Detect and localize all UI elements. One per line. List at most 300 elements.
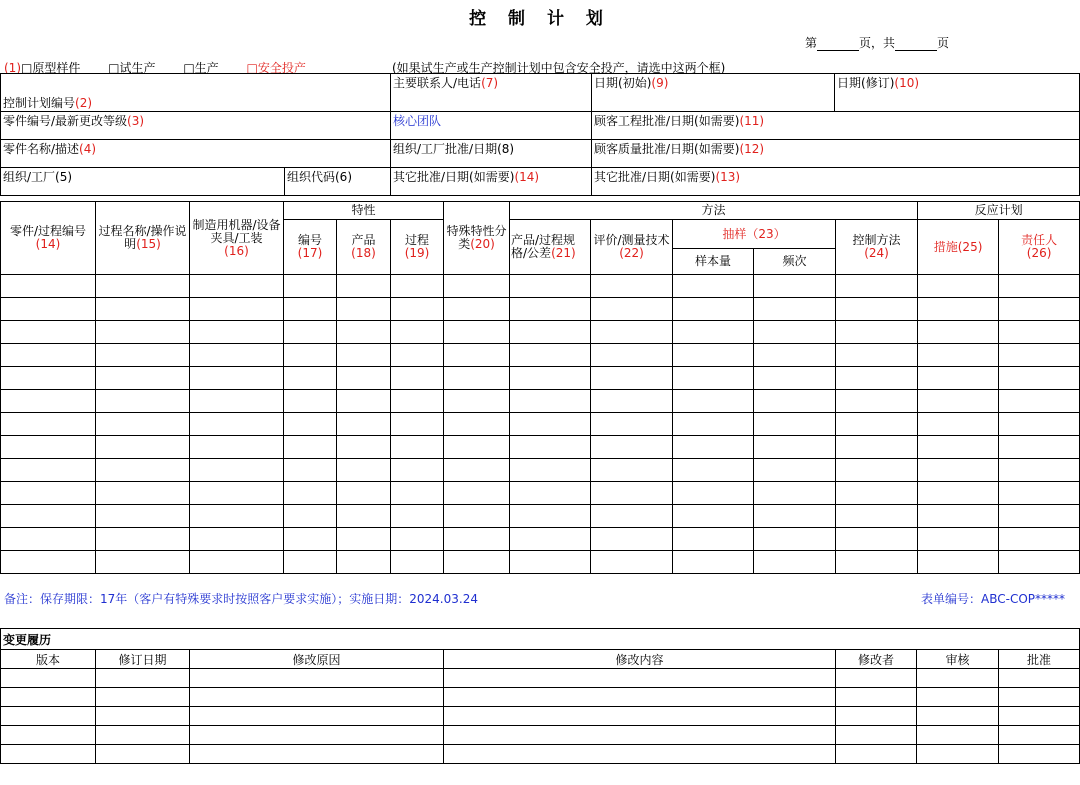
col-measures <box>918 220 999 275</box>
table-cell[interactable] <box>190 482 284 505</box>
table-cell[interactable] <box>190 436 284 459</box>
table-cell[interactable] <box>999 367 1080 390</box>
table-cell[interactable] <box>284 321 337 344</box>
hist-col-reviewer: 审核 <box>917 650 999 669</box>
table-cell[interactable] <box>510 275 591 298</box>
table-cell[interactable] <box>1 528 96 551</box>
checkbox-prototype[interactable]: □原型样件 <box>21 61 81 75</box>
history-cell[interactable] <box>917 669 999 688</box>
col-sample-label: 抽样（23） <box>722 226 786 241</box>
table-cell[interactable] <box>391 344 444 367</box>
table-cell[interactable] <box>836 413 918 436</box>
table-cell[interactable] <box>754 298 836 321</box>
col-process-name-label: 过程名称/操作说明 <box>98 224 187 251</box>
table-cell[interactable] <box>673 298 754 321</box>
cust-eng-field[interactable] <box>592 112 1080 140</box>
table-cell[interactable] <box>190 390 284 413</box>
history-cell[interactable] <box>96 745 190 764</box>
table-cell[interactable] <box>918 505 999 528</box>
table-cell[interactable] <box>1 551 96 574</box>
table-cell[interactable] <box>391 367 444 390</box>
table-cell[interactable] <box>754 367 836 390</box>
other-approval1-label: 其它批准/日期(如需要) <box>393 170 515 184</box>
table-cell[interactable] <box>284 459 337 482</box>
table-cell[interactable] <box>284 390 337 413</box>
history-cell[interactable] <box>190 669 444 688</box>
table-cell[interactable] <box>836 505 918 528</box>
page-prefix: 第 <box>805 36 818 50</box>
table-cell[interactable] <box>284 298 337 321</box>
history-cell[interactable] <box>917 726 999 745</box>
col-frequency-label: 频次 <box>782 254 807 268</box>
checkbox-trial[interactable]: □试生产 <box>108 61 156 75</box>
table-cell[interactable] <box>96 482 190 505</box>
table-cell[interactable] <box>510 436 591 459</box>
history-cell[interactable] <box>836 707 917 726</box>
table-cell[interactable] <box>754 505 836 528</box>
table-cell[interactable] <box>510 413 591 436</box>
hist-col-content: 修改内容 <box>444 650 836 669</box>
table-cell[interactable] <box>1 344 96 367</box>
table-cell[interactable] <box>591 436 673 459</box>
table-cell[interactable] <box>337 459 391 482</box>
table-cell[interactable] <box>591 275 673 298</box>
table-cell[interactable] <box>918 551 999 574</box>
table-cell[interactable] <box>510 321 591 344</box>
org-code-label: 组织代码(6) <box>287 170 352 184</box>
contact-num: (7) <box>481 76 499 90</box>
page-title: 控 制 计 划 <box>469 9 611 29</box>
contact-label: 主要联系人/电话 <box>393 76 482 90</box>
table-row <box>1 298 1080 321</box>
table-cell[interactable] <box>444 390 510 413</box>
history-cell[interactable] <box>190 745 444 764</box>
table-cell[interactable] <box>1 367 96 390</box>
contact-field[interactable] <box>391 74 592 112</box>
table-cell[interactable] <box>591 367 673 390</box>
table-cell[interactable] <box>391 321 444 344</box>
table-cell[interactable] <box>918 459 999 482</box>
table-cell[interactable] <box>444 505 510 528</box>
table-cell[interactable] <box>999 505 1080 528</box>
col-char-product-num: (18) <box>351 246 376 260</box>
table-cell[interactable] <box>96 505 190 528</box>
table-cell[interactable] <box>510 390 591 413</box>
table-cell[interactable] <box>284 413 337 436</box>
date-initial-field[interactable] <box>592 74 835 112</box>
table-cell[interactable] <box>96 344 190 367</box>
history-cell[interactable] <box>96 669 190 688</box>
table-cell[interactable] <box>190 551 284 574</box>
table-cell[interactable] <box>96 321 190 344</box>
history-cell[interactable] <box>999 745 1080 764</box>
table-cell[interactable] <box>337 482 391 505</box>
table-cell[interactable] <box>391 459 444 482</box>
table-cell[interactable] <box>190 528 284 551</box>
table-cell[interactable] <box>96 459 190 482</box>
table-cell[interactable] <box>190 275 284 298</box>
table-cell[interactable] <box>337 367 391 390</box>
other-approval2-field[interactable] <box>592 168 1080 196</box>
table-cell[interactable] <box>190 344 284 367</box>
table-cell[interactable] <box>999 436 1080 459</box>
history-cell[interactable] <box>444 669 836 688</box>
table-cell[interactable] <box>284 551 337 574</box>
plan-no-field[interactable] <box>1 74 391 112</box>
table-cell[interactable] <box>391 551 444 574</box>
table-cell[interactable] <box>96 275 190 298</box>
table-cell[interactable] <box>999 298 1080 321</box>
table-cell[interactable] <box>918 344 999 367</box>
table-cell[interactable] <box>836 482 918 505</box>
table-cell[interactable] <box>754 321 836 344</box>
history-cell[interactable] <box>444 726 836 745</box>
other-approval1-num: (14) <box>514 170 540 184</box>
col-frequency <box>754 249 836 275</box>
table-cell[interactable] <box>918 275 999 298</box>
table-cell[interactable] <box>190 413 284 436</box>
table-cell[interactable] <box>673 413 754 436</box>
table-cell[interactable] <box>999 459 1080 482</box>
table-cell[interactable] <box>836 528 918 551</box>
table-cell[interactable] <box>510 298 591 321</box>
table-cell[interactable] <box>444 298 510 321</box>
table-cell[interactable] <box>673 436 754 459</box>
table-cell[interactable] <box>999 321 1080 344</box>
table-cell[interactable] <box>999 551 1080 574</box>
table-cell[interactable] <box>510 344 591 367</box>
history-cell[interactable] <box>1 707 96 726</box>
table-cell[interactable] <box>284 367 337 390</box>
table-cell[interactable] <box>999 482 1080 505</box>
table-cell[interactable] <box>754 528 836 551</box>
table-cell[interactable] <box>754 459 836 482</box>
table-cell[interactable] <box>673 482 754 505</box>
table-cell[interactable] <box>444 528 510 551</box>
history-cell[interactable] <box>999 707 1080 726</box>
retention-note: 备注：保存期限：17年（客户有特殊要求时按照客户要求实施）；实施日期：2024.03.24 <box>4 592 478 606</box>
table-cell[interactable] <box>337 321 391 344</box>
org-approval-field[interactable] <box>391 140 592 168</box>
col-control-method-num: (24) <box>864 246 889 260</box>
history-row <box>1 669 1080 688</box>
table-cell[interactable] <box>444 482 510 505</box>
history-cell[interactable] <box>917 688 999 707</box>
col-sample <box>673 220 836 249</box>
table-cell[interactable] <box>918 367 999 390</box>
table-cell[interactable] <box>918 390 999 413</box>
col-spec <box>510 220 591 275</box>
col-char-product-label: 产品 <box>351 233 376 247</box>
table-cell[interactable] <box>836 436 918 459</box>
table-cell[interactable] <box>337 344 391 367</box>
col-spec-label: 产品/过程规格/公差 <box>511 233 576 260</box>
table-cell[interactable] <box>1 390 96 413</box>
table-cell[interactable] <box>1 413 96 436</box>
col-eval-label: 评价/测量技术 <box>593 233 670 247</box>
date-revised-field[interactable] <box>835 74 1080 112</box>
cust-eng-label: 顾客工程批准/日期(如需要) <box>594 114 740 128</box>
table-cell[interactable] <box>96 367 190 390</box>
table-cell[interactable] <box>510 459 591 482</box>
table-cell[interactable] <box>918 298 999 321</box>
table-cell[interactable] <box>510 505 591 528</box>
table-cell[interactable] <box>1 505 96 528</box>
checkbox-safe-launch[interactable]: □安全投产 <box>246 61 306 75</box>
table-cell[interactable] <box>999 275 1080 298</box>
history-cell[interactable] <box>917 707 999 726</box>
table-cell[interactable] <box>673 344 754 367</box>
table-cell[interactable] <box>836 459 918 482</box>
history-cell[interactable] <box>1 688 96 707</box>
table-cell[interactable] <box>190 321 284 344</box>
table-cell[interactable] <box>391 390 444 413</box>
table-cell[interactable] <box>754 344 836 367</box>
table-cell[interactable] <box>591 344 673 367</box>
table-cell[interactable] <box>444 459 510 482</box>
table-row <box>1 275 1080 298</box>
table-row <box>1 321 1080 344</box>
table-cell[interactable] <box>444 436 510 459</box>
table-cell[interactable] <box>673 390 754 413</box>
history-cell[interactable] <box>917 745 999 764</box>
table-cell[interactable] <box>754 413 836 436</box>
table-cell[interactable] <box>337 390 391 413</box>
table-cell[interactable] <box>96 551 190 574</box>
col-responsible <box>999 220 1080 275</box>
cust-quality-field[interactable] <box>592 140 1080 168</box>
table-cell[interactable] <box>1 436 96 459</box>
table-cell[interactable] <box>673 367 754 390</box>
table-cell[interactable] <box>673 551 754 574</box>
table-cell[interactable] <box>918 436 999 459</box>
page-suffix: 页 <box>937 36 950 50</box>
col-responsible-label: 责任人 <box>1021 233 1058 247</box>
table-cell[interactable] <box>284 344 337 367</box>
table-row <box>1 436 1080 459</box>
table-cell[interactable] <box>190 459 284 482</box>
history-cell[interactable] <box>836 726 917 745</box>
table-cell[interactable] <box>836 321 918 344</box>
hist-col-approver: 批准 <box>999 650 1080 669</box>
table-cell[interactable] <box>673 505 754 528</box>
table-cell[interactable] <box>284 436 337 459</box>
table-cell[interactable] <box>510 528 591 551</box>
table-cell[interactable] <box>836 344 918 367</box>
table-cell[interactable] <box>754 551 836 574</box>
table-cell[interactable] <box>836 298 918 321</box>
col-part-process-no <box>1 202 96 275</box>
table-cell[interactable] <box>591 459 673 482</box>
history-cell[interactable] <box>1 669 96 688</box>
table-cell[interactable] <box>284 482 337 505</box>
table-cell[interactable] <box>918 528 999 551</box>
table-cell[interactable] <box>391 482 444 505</box>
table-cell[interactable] <box>591 413 673 436</box>
table-cell[interactable] <box>284 505 337 528</box>
table-cell[interactable] <box>284 528 337 551</box>
table-cell[interactable] <box>918 321 999 344</box>
page-number-blank[interactable] <box>817 38 859 51</box>
table-cell[interactable] <box>591 321 673 344</box>
col-char-no-label: 编号 <box>297 233 322 247</box>
history-cell[interactable] <box>836 669 917 688</box>
table-cell[interactable] <box>591 505 673 528</box>
table-row <box>1 505 1080 528</box>
table-cell[interactable] <box>836 275 918 298</box>
page-total-blank[interactable] <box>895 38 937 51</box>
table-cell[interactable] <box>999 528 1080 551</box>
table-cell[interactable] <box>999 390 1080 413</box>
table-cell[interactable] <box>190 505 284 528</box>
table-cell[interactable] <box>96 298 190 321</box>
table-cell[interactable] <box>673 321 754 344</box>
checkbox-production[interactable]: □生产 <box>183 61 219 75</box>
table-cell[interactable] <box>444 275 510 298</box>
table-cell[interactable] <box>918 413 999 436</box>
col-measures-label: 措施(25) <box>933 239 983 254</box>
part-no-num: (3) <box>127 114 145 128</box>
history-cell[interactable] <box>96 688 190 707</box>
table-cell[interactable] <box>444 344 510 367</box>
table-cell[interactable] <box>591 390 673 413</box>
table-cell[interactable] <box>96 413 190 436</box>
table-cell[interactable] <box>1 321 96 344</box>
table-cell[interactable] <box>337 413 391 436</box>
table-cell[interactable] <box>754 390 836 413</box>
col-char-no <box>284 220 337 275</box>
table-cell[interactable] <box>591 528 673 551</box>
history-cell[interactable] <box>836 688 917 707</box>
table-cell[interactable] <box>591 298 673 321</box>
history-cell[interactable] <box>190 688 444 707</box>
col-process-name <box>96 202 190 275</box>
table-cell[interactable] <box>337 505 391 528</box>
part-name-num: (4) <box>79 142 97 156</box>
table-cell[interactable] <box>337 528 391 551</box>
table-cell[interactable] <box>754 436 836 459</box>
history-cell[interactable] <box>190 726 444 745</box>
table-cell[interactable] <box>999 344 1080 367</box>
col-methods <box>510 202 918 220</box>
table-cell[interactable] <box>337 275 391 298</box>
col-characteristics <box>284 202 444 220</box>
history-cell[interactable] <box>1 745 96 764</box>
core-team-field[interactable] <box>391 112 592 140</box>
table-cell[interactable] <box>1 482 96 505</box>
history-cell[interactable] <box>444 688 836 707</box>
table-cell[interactable] <box>337 298 391 321</box>
table-row <box>1 390 1080 413</box>
part-no-field[interactable] <box>1 112 391 140</box>
history-cell[interactable] <box>444 745 836 764</box>
table-cell[interactable] <box>510 482 591 505</box>
table-cell[interactable] <box>836 367 918 390</box>
table-cell[interactable] <box>391 413 444 436</box>
org-code-field[interactable] <box>285 168 391 196</box>
table-cell[interactable] <box>284 275 337 298</box>
history-row <box>1 688 1080 707</box>
table-cell[interactable] <box>444 551 510 574</box>
table-cell[interactable] <box>391 505 444 528</box>
table-cell[interactable] <box>337 551 391 574</box>
table-cell[interactable] <box>673 528 754 551</box>
table-cell[interactable] <box>444 367 510 390</box>
table-cell[interactable] <box>591 551 673 574</box>
table-cell[interactable] <box>444 321 510 344</box>
history-cell[interactable] <box>999 688 1080 707</box>
table-cell[interactable] <box>673 459 754 482</box>
table-cell[interactable] <box>673 275 754 298</box>
table-cell[interactable] <box>190 298 284 321</box>
table-cell[interactable] <box>510 367 591 390</box>
table-cell[interactable] <box>1 298 96 321</box>
part-name-field[interactable] <box>1 140 391 168</box>
hist-col-date: 修订日期 <box>96 650 190 669</box>
org-plant-field[interactable] <box>1 168 285 196</box>
table-row <box>1 482 1080 505</box>
cust-quality-label: 顾客质量批准/日期(如需要) <box>594 142 740 156</box>
table-cell[interactable] <box>96 390 190 413</box>
history-cell[interactable] <box>96 707 190 726</box>
col-special <box>444 202 510 275</box>
table-cell[interactable] <box>591 482 673 505</box>
table-cell[interactable] <box>836 390 918 413</box>
page-number-line <box>805 34 949 51</box>
table-cell[interactable] <box>444 413 510 436</box>
history-cell[interactable] <box>999 726 1080 745</box>
table-cell[interactable] <box>836 551 918 574</box>
history-cell[interactable] <box>1 726 96 745</box>
table-cell[interactable] <box>754 275 836 298</box>
history-cell[interactable] <box>999 669 1080 688</box>
history-cell[interactable] <box>96 726 190 745</box>
table-cell[interactable] <box>754 482 836 505</box>
table-cell[interactable] <box>1 459 96 482</box>
history-cell[interactable] <box>190 707 444 726</box>
table-cell[interactable] <box>510 551 591 574</box>
history-cell[interactable] <box>444 707 836 726</box>
col-characteristics-label: 特性 <box>351 203 376 217</box>
plan-no-num: (2) <box>75 96 93 110</box>
table-cell[interactable] <box>391 528 444 551</box>
hist-col-editor: 修改者 <box>836 650 917 669</box>
table-cell[interactable] <box>391 298 444 321</box>
col-eval-num: (22) <box>619 246 644 260</box>
table-cell[interactable] <box>391 275 444 298</box>
col-machine-num: (16) <box>224 243 249 258</box>
history-row <box>1 726 1080 745</box>
col-char-process-label: 过程 <box>405 233 430 247</box>
table-cell[interactable] <box>96 436 190 459</box>
table-cell[interactable] <box>391 436 444 459</box>
table-row <box>1 551 1080 574</box>
col-responsible-num: (26) <box>1026 246 1052 260</box>
page-middle: 页，共 <box>859 36 896 50</box>
table-cell[interactable] <box>190 367 284 390</box>
table-cell[interactable] <box>96 528 190 551</box>
other-approval1-field[interactable] <box>391 168 592 196</box>
col-control-method-label: 控制方法 <box>852 233 901 247</box>
history-cell[interactable] <box>836 745 917 764</box>
table-cell[interactable] <box>918 482 999 505</box>
org-plant-label: 组织/工厂(5) <box>3 170 73 184</box>
table-cell[interactable] <box>999 413 1080 436</box>
table-row <box>1 413 1080 436</box>
table-cell[interactable] <box>1 275 96 298</box>
table-cell[interactable] <box>337 436 391 459</box>
table-row <box>1 528 1080 551</box>
